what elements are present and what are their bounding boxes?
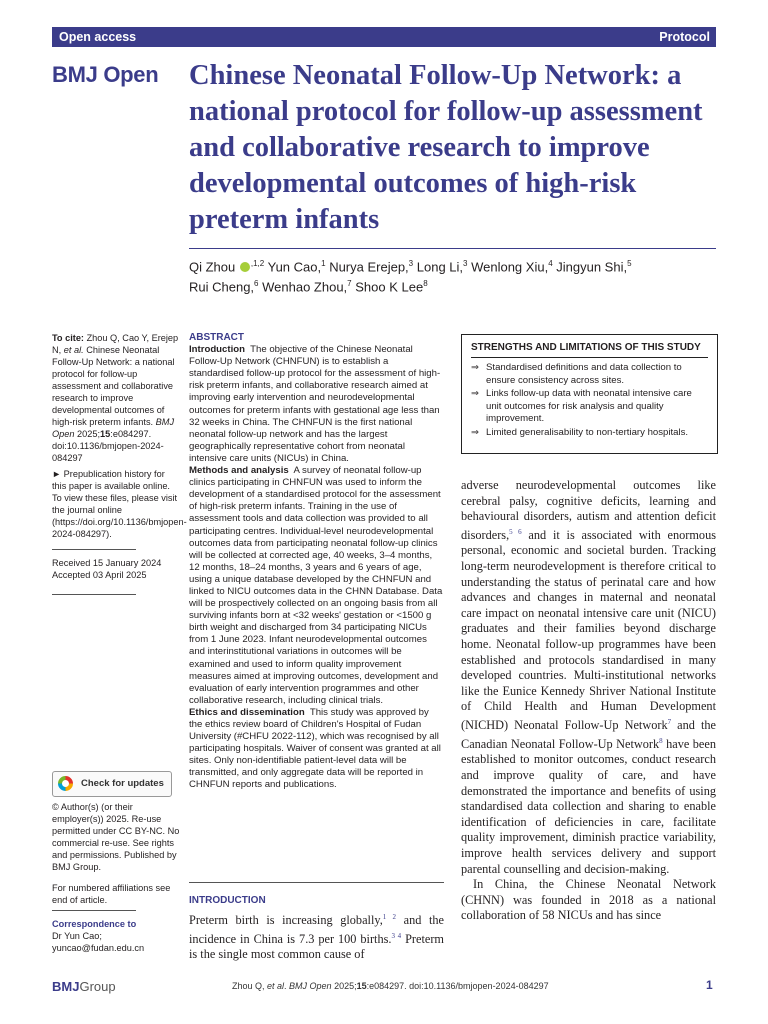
footer-cite-doi[interactable]: :e084297. doi:10.1136/bmjopen-2024-084297 bbox=[366, 981, 549, 991]
author-name[interactable]: Qi Zhou bbox=[189, 259, 236, 275]
orcid-icon[interactable] bbox=[240, 262, 250, 272]
footer-cite-journal: BMJ Open bbox=[289, 981, 332, 991]
abstract-divider bbox=[189, 882, 444, 883]
footer-citation bbox=[232, 981, 549, 991]
arrow-icon: ⇒ bbox=[471, 426, 480, 438]
author-name[interactable]: Wenlong Xiu, bbox=[471, 259, 549, 275]
footer-cite-etal: et al bbox=[267, 981, 285, 991]
abstract-methods-text: A survey of neonatal follow-up clinics participating in CHNFUN was used to inform the development of a standardised protocol for the assessment of high-risk preterm infants. Training in the use of assessment tools and data collection was provided to all participating centres. Individual-level neurodevelopmental outcomes data from participating neonatal follow-up clinics will be collected at corrected age, 40 weeks, 3–4 months, 12 months, 18–24 months, 3 years and 6 years of age, using a unique database developed by the CHNFUN and linked to NICU outcomes data in the CHNN Database. Data will be prospectively collected on an ongoing basis from all surviving infants born at <32 weeks' gestation or <1500 g birth weight and discharged from 34 participating NICUs from 1 June 2023. Infant neurodevelopmental outcomes and interinstitutional variations in outcomes will be examined and used to inform quality improvement measures aimed at improving outcomes, development and evaluation of early intervention programmes and other collaborative research, including clinical trials. bbox=[189, 465, 443, 706]
check-for-updates-button[interactable] bbox=[52, 771, 172, 797]
accepted-date: Accepted 03 April 2025 bbox=[52, 570, 147, 580]
list-item bbox=[471, 362, 709, 387]
cite-title: Chinese Neonatal Follow-Up Network: a national protocol for follow-up assessment and collaborative research to improve developmental outcomes of high-risk preterm infants. bbox=[52, 345, 175, 427]
strength-text: Links follow-up data with neonatal intensive care unit outcomes for risk analysis and quality improvement. bbox=[486, 388, 692, 424]
reference-link[interactable]: 8 bbox=[659, 736, 663, 745]
arrow-icon: ⇒ bbox=[471, 362, 480, 373]
body-paragraph bbox=[461, 478, 716, 877]
cite-year: 2025; bbox=[77, 429, 101, 439]
introduction-text bbox=[189, 910, 444, 963]
sidebar-divider bbox=[52, 594, 136, 595]
author-name[interactable]: Jingyun Shi, bbox=[556, 259, 628, 275]
group-logo-text: Group bbox=[79, 979, 116, 994]
cite-etal: et al. bbox=[63, 345, 84, 355]
author-name[interactable]: Wenhao Zhou, bbox=[262, 279, 348, 295]
reference-link[interactable]: 1 2 bbox=[382, 913, 397, 921]
list-item bbox=[471, 388, 709, 426]
correspondence-email[interactable]: yuncao@fudan.edu.cn bbox=[52, 943, 145, 953]
abstract-methods bbox=[189, 465, 444, 707]
received-date: Received 15 January 2024 bbox=[52, 558, 162, 568]
title-rule bbox=[189, 248, 716, 249]
author-affil: ,1,2 bbox=[250, 259, 265, 268]
prepublication-note[interactable]: ► Prepublication history for this paper is available online. To view these files, please visit the journal online (https://doi.org/10.1136/bmjopen-2024-084297). bbox=[52, 469, 187, 539]
open-access-label: Open access bbox=[59, 30, 137, 44]
strengths-limitations-box bbox=[461, 334, 718, 454]
reference-link[interactable]: 3 4 bbox=[391, 931, 402, 940]
intro-text: Preterm birth is increasing globally, bbox=[189, 913, 383, 928]
abstract-intro-text: The objective of the Chinese Neonatal Follow-Up Network (CHNFUN) is to establish a standardised follow-up protocol for the assessment of high-risk preterm infants, and collaborative research aimed at improving early intervention and neurodevelopmental outcomes for preterm infants with gestational age less than 32 weeks in China. The CHNFUN is the first national neonatal follow-up network and has the largest geographically representative cohort from neonatal intensive care units (NICUs) in China. bbox=[189, 344, 441, 464]
cite-authors: Zhou Q, Cao Y, Erejep N, bbox=[52, 333, 179, 355]
body-text-run: and it is associated with enormous personal, economic and societal burden. Tracking long-term neurodevelopment is therefore critical to understanding the status of perinatal care and how advances and changes in maternal and neonatal care impact on neonatal intensive care unit (NICU) graduates and their families beyond discharge home. Neonatal follow-up programmes have been established and protocols standardised in many developed countries. Multi-institutional networks like the Eunice Kennedy Shriver National Institute of Child Health and Human Development (NICHD) Neonatal Follow-Up Network bbox=[461, 527, 716, 733]
sidebar-divider bbox=[52, 910, 136, 911]
author-affil: 1 bbox=[321, 259, 326, 268]
author-affil: 7 bbox=[347, 279, 352, 289]
correspondence bbox=[52, 918, 180, 954]
body-text bbox=[461, 478, 716, 924]
footer-cite-text: 2025; bbox=[331, 981, 357, 991]
publisher-logo bbox=[52, 979, 116, 994]
bmj-logo-text: BMJ bbox=[52, 979, 80, 994]
crossmark-icon bbox=[58, 776, 73, 791]
author-name[interactable]: Long Li, bbox=[416, 259, 464, 275]
cite-label: To cite: bbox=[52, 333, 84, 343]
correspondence-label: Correspondence to bbox=[52, 919, 137, 929]
sidebar-divider bbox=[52, 549, 136, 550]
cite-journal: BMJ Open bbox=[52, 417, 175, 439]
strength-text: Standardised definitions and data collection to ensure consistency across sites. bbox=[486, 362, 682, 386]
author-affil: 3 bbox=[463, 259, 468, 268]
reference-link[interactable]: 5 6 bbox=[509, 527, 522, 536]
body-text-run: and the Canadian Neonatal Follow-Up Network bbox=[461, 718, 716, 751]
body-text-run: adverse neurodevelopmental outcomes like cerebral palsy, cognitive deficits, learning and behavioural disorders, autism and attention deficit disorders, bbox=[461, 478, 716, 542]
top-banner bbox=[52, 27, 716, 47]
article-dates bbox=[52, 557, 180, 581]
strength-text: Limited generalisability to non-tertiary hospitals. bbox=[486, 426, 689, 438]
intro-text: Preterm is the single most common cause of bbox=[189, 931, 444, 962]
body-text-run: have been established to monitor outcomes, conduct research and improve quality of care, and have demonstrated the importance and benefits of using standardised data collection and sharing to enable identification of deficiencies in care, facilitate quality improvement, diminish practice variability, improve health services delivery and support parental counselling and decision-making. bbox=[461, 736, 716, 876]
body-paragraph: In China, the Chinese Neonatal Network (CHNN) was founded in 2018 as a national collaboration of 58 NICUs and has since bbox=[461, 877, 716, 923]
strengths-list bbox=[471, 362, 709, 440]
author-list bbox=[189, 255, 716, 296]
article-title: Chinese Neonatal Follow-Up Network: a national protocol for follow-up assessment and collaborative research to improve developmental outcomes of high-risk preterm infants bbox=[189, 60, 703, 235]
author-affil: 8 bbox=[423, 279, 428, 289]
reference-link[interactable]: 7 bbox=[667, 718, 672, 726]
footer-cite-volume: 15 bbox=[356, 981, 367, 991]
introduction-heading: INTRODUCTION bbox=[189, 895, 266, 906]
author-name[interactable]: Nurya Erejep, bbox=[329, 259, 409, 275]
strengths-rule bbox=[471, 357, 708, 358]
copyright-note: © Author(s) (or their employer(s)) 2025. Re-use permitted under CC BY-NC. No commercial re-use. See rights and permissions. Published by BMJ Group. bbox=[52, 802, 180, 872]
author-name[interactable]: Rui Cheng, bbox=[189, 279, 255, 295]
citation-note bbox=[52, 332, 180, 464]
footer-cite-text: Zhou Q, bbox=[232, 981, 268, 991]
arrow-icon: ⇒ bbox=[471, 388, 480, 399]
check-updates-label: Check for updates bbox=[81, 778, 164, 789]
author-affil: 3 bbox=[408, 259, 414, 268]
page-number: 1 bbox=[706, 978, 713, 992]
correspondence-name: Dr Yun Cao; bbox=[52, 931, 102, 941]
article-type-label: Protocol bbox=[659, 30, 710, 44]
abstract-ethics-text: This study was approved by the ethics review board of Children's Hospital of Fudan University (#CHFU 2022-112), which was recognised by all participating hospitals. Waiver of consent was granted at all sites. Only non-identifiable patient-level data will be transmitted, and only aggregate data will be reported in CHNFUN reports and publications. bbox=[189, 706, 441, 791]
author-affil: 6 bbox=[254, 279, 259, 289]
author-affil: 4 bbox=[548, 259, 553, 268]
abstract-heading: ABSTRACT bbox=[189, 332, 244, 343]
intro-text: and the incidence in China is 7.3 per 100 births. bbox=[189, 913, 445, 946]
affiliations-note: For numbered affiliations see end of article. bbox=[52, 883, 171, 905]
list-item bbox=[471, 427, 709, 440]
footer-cite-text: . bbox=[284, 981, 290, 991]
strengths-heading: STRENGTHS AND LIMITATIONS OF THIS STUDY bbox=[471, 342, 701, 353]
author-name[interactable]: Yun Cao, bbox=[267, 259, 322, 275]
abstract-ethics bbox=[189, 707, 444, 792]
journal-logo: BMJ Open bbox=[52, 62, 159, 87]
cite-volume: 15 bbox=[100, 429, 111, 439]
abstract bbox=[189, 332, 444, 792]
cite-doi[interactable]: :e084297. doi:10.1136/bmjopen-2024-084297 bbox=[52, 429, 164, 463]
abstract-methods-label: Methods and analysis bbox=[189, 465, 289, 477]
abstract-ethics-label: Ethics and dissemination bbox=[189, 706, 305, 718]
abstract-introduction bbox=[189, 344, 444, 465]
author-name[interactable]: Shoo K Lee bbox=[355, 279, 424, 295]
abstract-intro-label: Introduction bbox=[189, 344, 245, 356]
author-affil: 5 bbox=[627, 259, 632, 268]
